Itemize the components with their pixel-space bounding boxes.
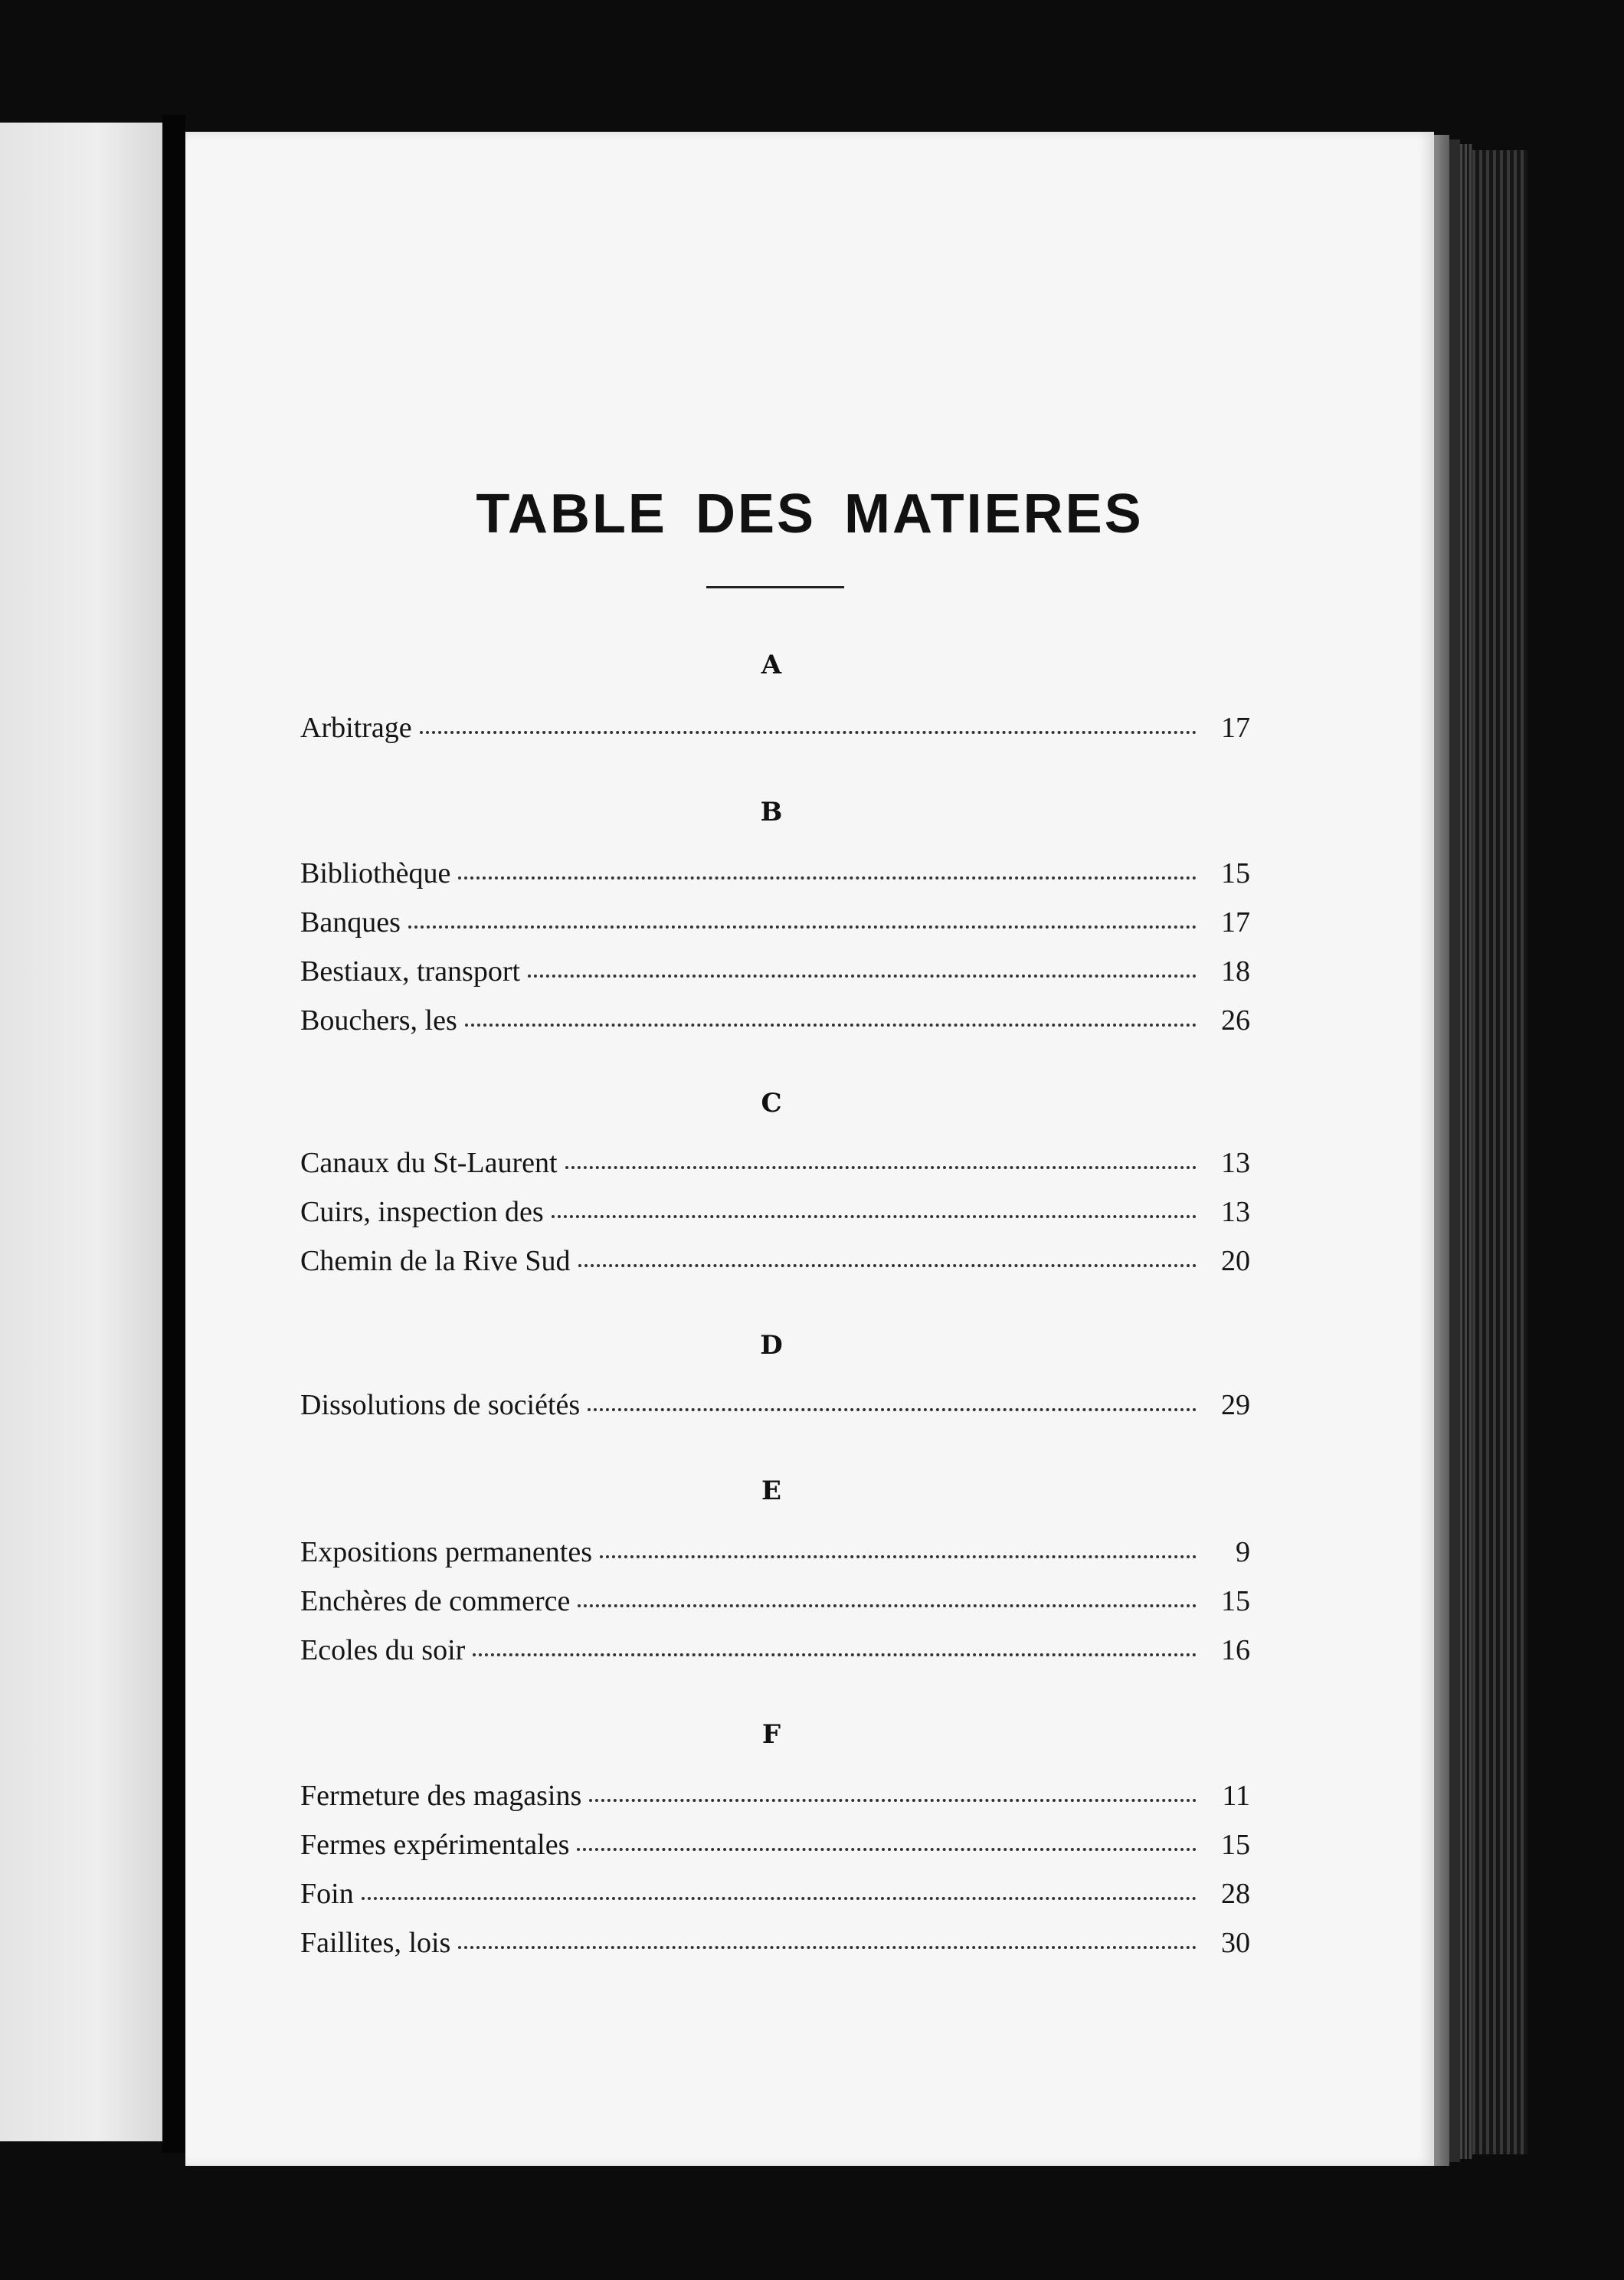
dot-leader xyxy=(578,1263,1197,1267)
entry-label: Fermeture des magasins xyxy=(300,1780,582,1812)
entry-page: 15 xyxy=(1221,1585,1250,1617)
entry-page: 17 xyxy=(1221,712,1250,744)
section-letter: B xyxy=(760,797,783,827)
dot-leader xyxy=(600,1554,1197,1558)
dot-leader xyxy=(552,1214,1197,1218)
entry-label: Cuirs, inspection des xyxy=(300,1196,544,1228)
entry-label: Canaux du St-Laurent xyxy=(300,1147,558,1179)
page-edge xyxy=(1472,150,1527,2154)
toc-entry xyxy=(300,1195,1250,1238)
entry-label: Ecoles du soir xyxy=(300,1634,466,1666)
toc-entry xyxy=(300,1877,1250,1920)
toc-entry xyxy=(300,857,1250,899)
entry-label: Dissolutions de sociétés xyxy=(300,1389,581,1421)
toc-entry xyxy=(300,906,1250,948)
entry-label: Bouchers, les xyxy=(300,1004,457,1037)
section-letter: C xyxy=(761,1088,782,1119)
dot-leader xyxy=(408,925,1197,929)
dot-leader xyxy=(589,1798,1197,1802)
toc-entry xyxy=(300,955,1250,998)
dot-leader xyxy=(565,1165,1197,1169)
toc-entry xyxy=(300,1633,1250,1676)
entry-page: 30 xyxy=(1221,1927,1250,1959)
entry-page: 28 xyxy=(1221,1878,1250,1910)
section-letter: F xyxy=(761,1719,781,1750)
entry-page: 17 xyxy=(1221,906,1250,939)
entry-label: Foin xyxy=(300,1878,354,1910)
page-edge xyxy=(1434,135,1449,2166)
entry-page: 9 xyxy=(1236,1536,1250,1568)
dot-leader xyxy=(578,1604,1197,1607)
entry-label: Faillites, lois xyxy=(300,1927,451,1959)
entry-page: 13 xyxy=(1221,1147,1250,1179)
entry-label: Chemin de la Rive Sud xyxy=(300,1245,571,1277)
toc-entry xyxy=(300,1244,1250,1287)
section-letter: E xyxy=(761,1476,781,1506)
entry-page: 11 xyxy=(1222,1780,1250,1812)
toc-entry xyxy=(300,1535,1250,1578)
entry-page: 29 xyxy=(1221,1389,1250,1421)
entry-label: Banques xyxy=(300,906,401,939)
entry-page: 26 xyxy=(1221,1004,1250,1037)
section-letter: D xyxy=(760,1330,783,1361)
dot-leader xyxy=(458,1945,1197,1949)
dot-leader xyxy=(473,1653,1197,1656)
toc-entry xyxy=(300,1779,1250,1822)
dot-leader xyxy=(577,1847,1197,1851)
entry-label: Enchères de commerce xyxy=(300,1585,571,1617)
toc-entry xyxy=(300,1584,1250,1627)
entry-label: Expositions permanentes xyxy=(300,1536,592,1568)
dot-leader xyxy=(465,1023,1197,1027)
toc-entry xyxy=(300,1388,1250,1431)
dot-leader xyxy=(420,730,1197,734)
entry-page: 13 xyxy=(1221,1196,1250,1228)
dot-leader xyxy=(588,1407,1197,1411)
dot-leader xyxy=(362,1896,1197,1900)
book-gutter xyxy=(162,115,185,2153)
toc-entry xyxy=(300,1004,1250,1047)
entry-label: Arbitrage xyxy=(300,712,412,744)
toc-entry xyxy=(300,1926,1250,1969)
entry-page: 20 xyxy=(1221,1245,1250,1277)
page-edge xyxy=(1449,139,1460,2162)
entry-page: 15 xyxy=(1221,857,1250,889)
entry-page: 18 xyxy=(1221,955,1250,988)
title-divider xyxy=(706,586,844,588)
toc-entry xyxy=(300,1828,1250,1871)
entry-page: 15 xyxy=(1221,1829,1250,1861)
page-title: TABLE DES MATIERES xyxy=(476,483,1144,545)
toc-entry xyxy=(300,711,1250,754)
entry-label: Fermes expérimentales xyxy=(300,1829,570,1861)
dot-leader xyxy=(458,876,1197,880)
dot-leader xyxy=(528,974,1197,978)
entry-label: Bibliothèque xyxy=(300,857,451,889)
entry-page: 16 xyxy=(1221,1634,1250,1666)
page-edge xyxy=(1460,144,1472,2159)
entry-label: Bestiaux, transport xyxy=(300,955,521,988)
facing-page xyxy=(0,123,162,2141)
section-letter: A xyxy=(761,650,782,680)
toc-entry xyxy=(300,1146,1250,1189)
